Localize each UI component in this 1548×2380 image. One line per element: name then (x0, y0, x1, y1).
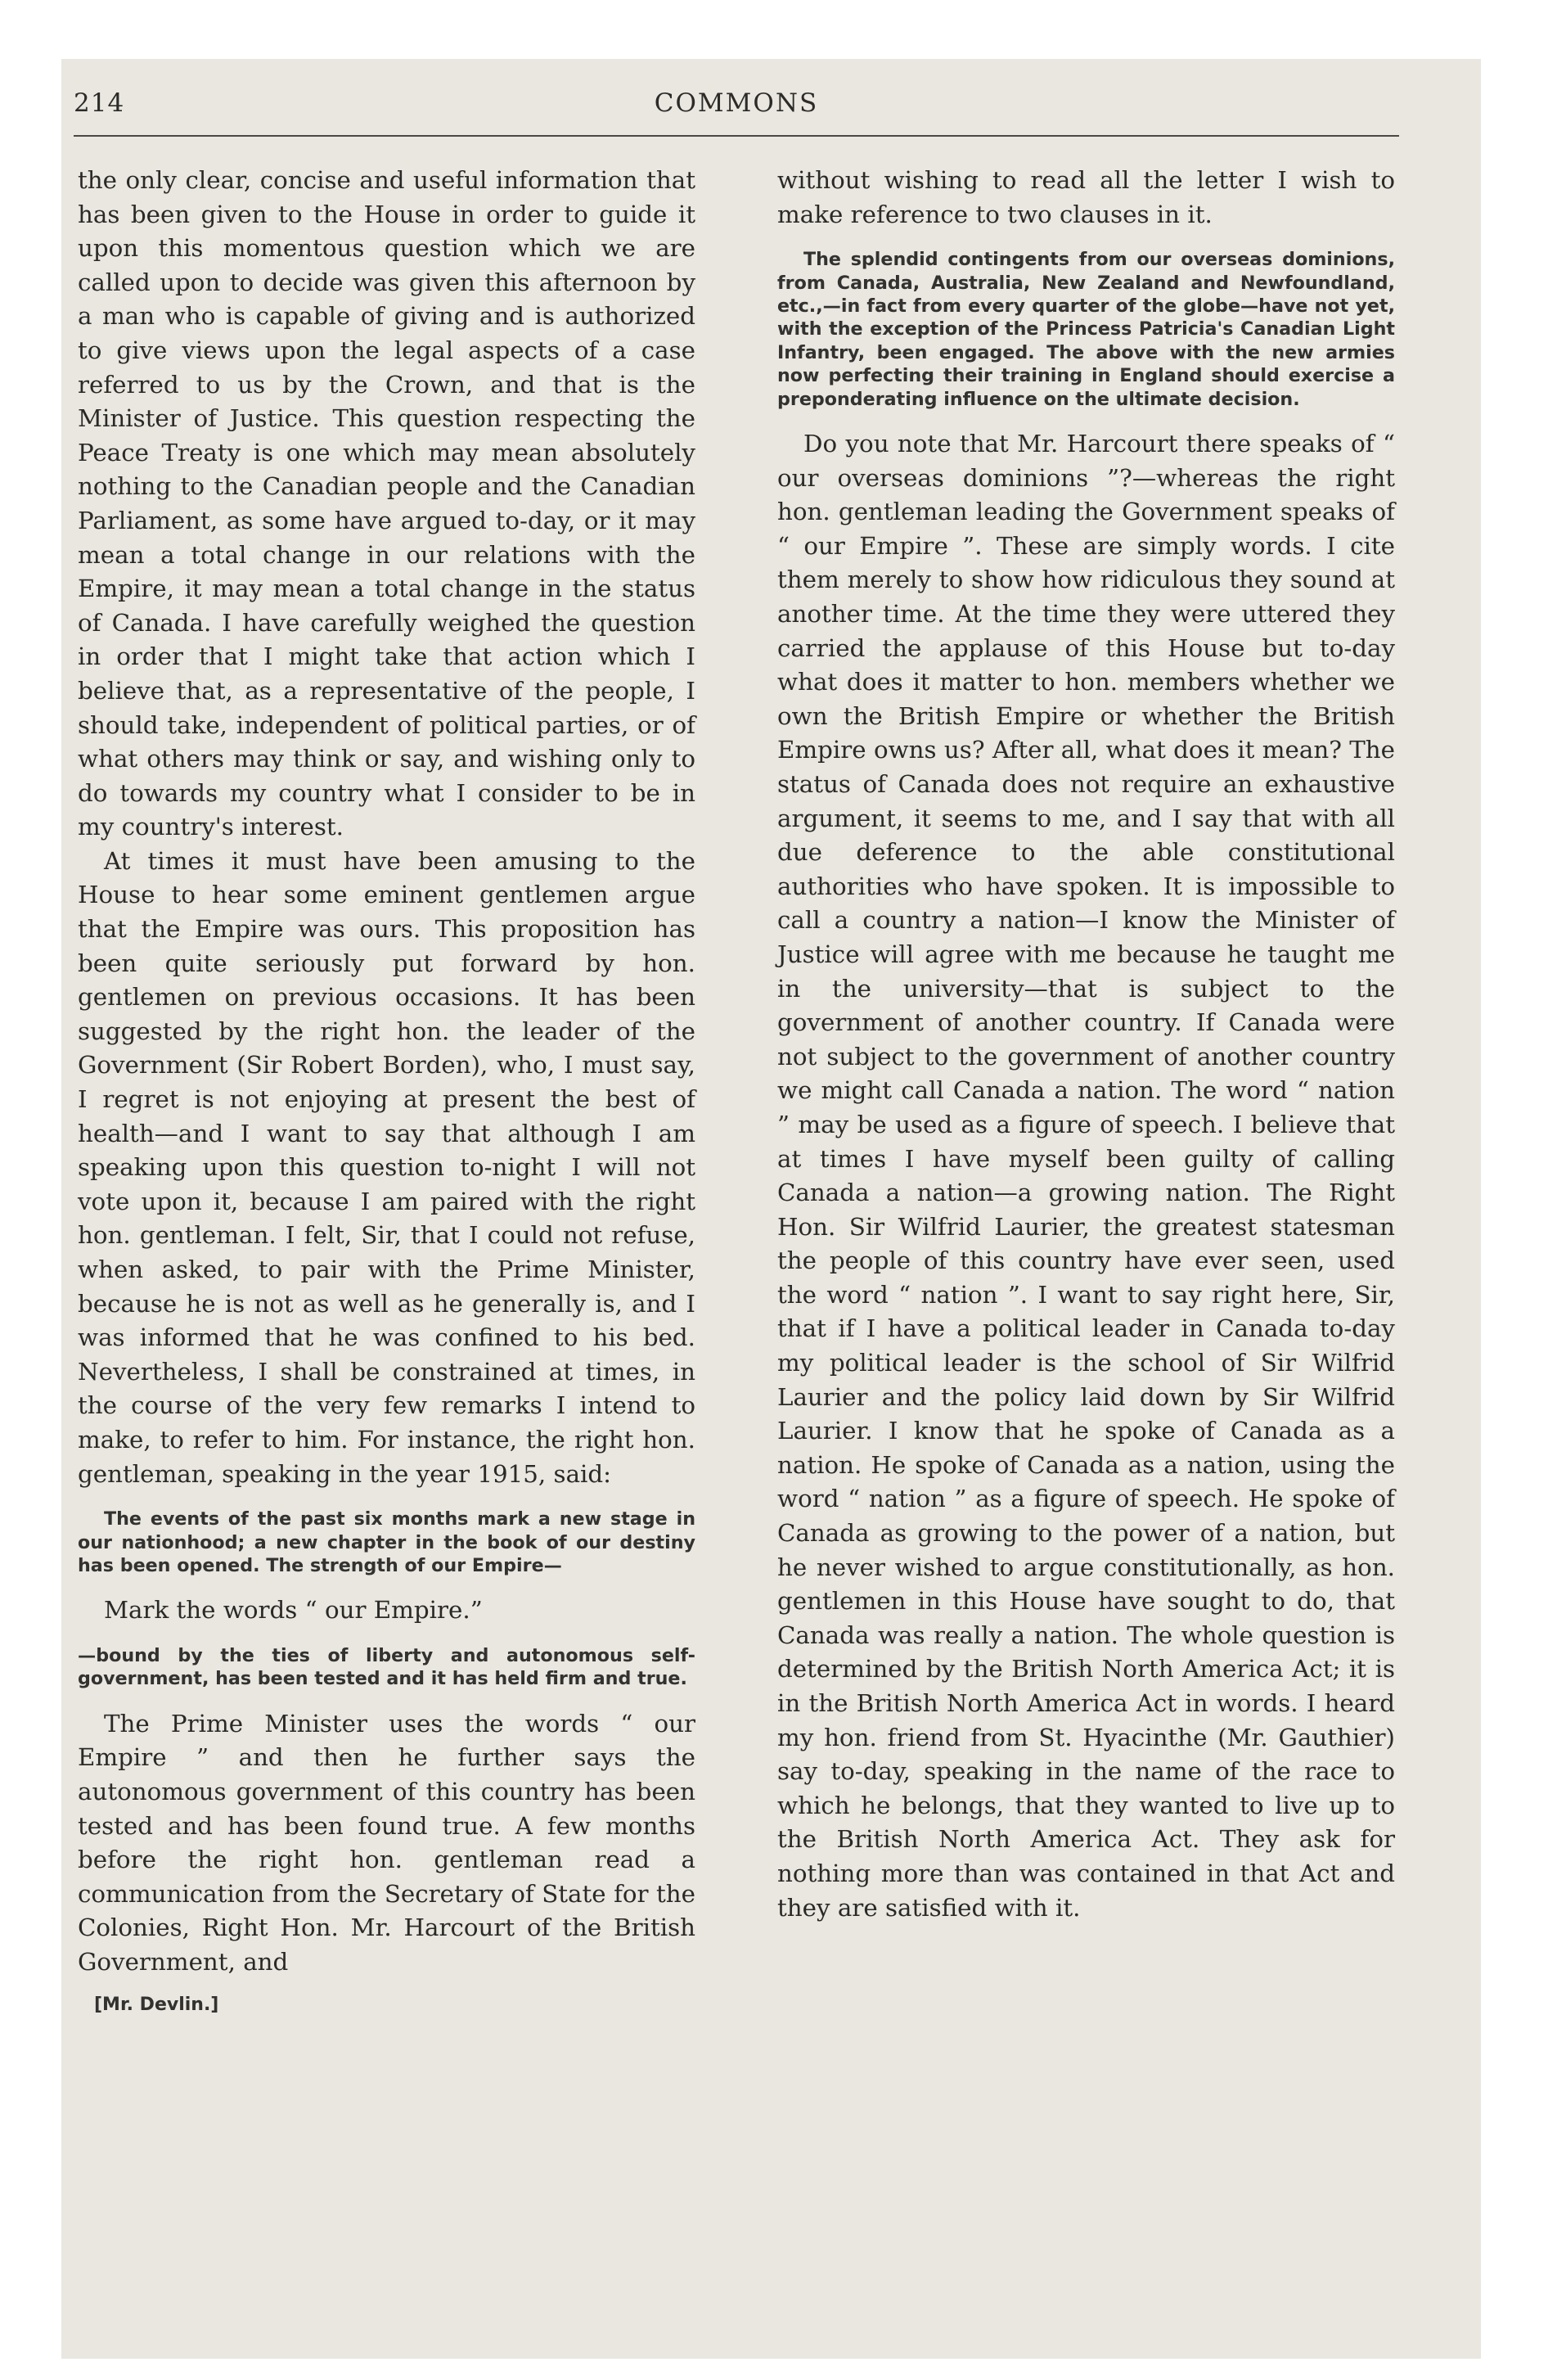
paragraph: The Prime Minister uses the words “ our Empire ” and then he further says the autonomous government of this country has been tested and has been found true. A few months before the right hon. gentleman read a communication from the Secretary of State for the Colonies, Right Hon. Mr. Harcourt of the British Government, and (78, 1709, 695, 1976)
speaker-attribution: [Mr. Devlin.] (94, 1994, 219, 2015)
page-number: 214 (74, 88, 125, 118)
paragraph: without wishing to read all the letter I wish to make reference to two clauses in it. (777, 166, 1395, 228)
running-head: COMMONS (654, 88, 819, 118)
paragraph: At times it must have been amusing to the House to hear some eminent gentlemen argue that the Empire was ours. This proposition has been quite seriously put forward by hon. gentlemen on previous occasions. It has been suggested by the right hon. the leader of the Government (Sir Robert Borden), who, I must say, I regret is not enjoying at present the best of health—and I want to say that although I am speaking upon this question to-night I will not vote upon it, because I am paired with the right hon. gentleman. I felt, Sir, that I could not refuse, when asked, to pair with the Prime Minister, because he is not as well as he generally is, and I was informed that he was confined to his bed. Nevertheless, I shall be constrained at times, in the course of the very few remarks I intend to make, to refer to him. For instance, the right hon. gentleman, speaking in the year 1915, said: (78, 846, 695, 1488)
page-header (74, 88, 1399, 129)
block-quote: The events of the past six months mark a new stage in our nationhood; a new chapter in the book of our destiny has been opened. The strength of our Empire— (78, 1508, 695, 1576)
paragraph: Mark the words “ our Empire.” (104, 1596, 483, 1625)
paragraph: the only clear, concise and useful information that has been given to the House in order to guide it upon this momentous question which we are called upon to decide was given this afternoon by a man who is capable of giving and is authorized to give views upon the legal aspects of a case referred to us by the Crown, and that is the Minister of Justice. This question respecting the Peace Treaty is one which may mean absolutely nothing to the Canadian people and the Canadian Parliament, as some have argued to-day, or it may mean a total change in our relations with the Empire, it may mean a total change in the status of Canada. I have carefully weighed the question in order that I might take that action which I believe that, as a representative of the people, I should take, independent of political parties, or of what others may think or say, and wishing only to do towards my country what I consider to be in my country's interest. (78, 166, 695, 841)
left-column (78, 164, 695, 2015)
block-quote: —bound by the ties of liberty and autonomous self-government, has been tested and it has held firm and true. (78, 1644, 695, 1690)
right-column (777, 164, 1395, 1925)
header-rule (74, 135, 1399, 137)
block-quote: The splendid contingents from our overseas dominions, from Canada, Australia, New Zealand and Newfoundland, etc.,—in fact from every quarter of the globe—have not yet, with the exception of the Princess Patricia's Canadian Light Infantry, been engaged. The above with the new armies now perfecting their training in England should exercise a preponderating influence on the ultimate decision. (777, 249, 1395, 410)
paragraph: Do you note that Mr. Harcourt there speaks of “ our overseas dominions ”?—whereas the right hon. gentleman leading the Government speaks of “ our Empire ”. These are simply words. I cite them merely to show how ridiculous they sound at another time. At the time they were uttered they carried the applause of this House but to-day what does it matter to hon. members whether we own the British Empire or whether the British Empire owns us? After all, what does it mean? The status of Canada does not require an exhaustive argument, it seems to me, and I say that with all due deference to the able constitutional authorities who have spoken. It is impossible to call a country a nation—I know the Minister of Justice will agree with me because he taught me in the university—that is subject to the government of another country. If Canada were not subject to the government of another country we might call Canada a nation. The word “ nation ” may be used as a figure of speech. I believe that at times I have myself been guilty of calling Canada a nation—a growing nation. The Right Hon. Sir Wilfrid Laurier, the greatest statesman the people of this country have ever seen, used the word “ nation ”. I want to say right here, Sir, that if I have a political leader in Canada to-day my political leader is the school of Sir Wilfrid Laurier and the policy laid down by Sir Wilfrid Laurier. I know that he spoke of Canada as a nation. He spoke of Canada as a nation, using the word “ nation ” as a figure of speech. He spoke of Canada as growing to the power of a nation, but he never wished to argue constitutionally, as hon. gentlemen in this House have sought to do, that Canada was really a nation. The whole question is determined by the British North America Act; it is in the British North America Act in words. I heard my hon. friend from St. Hyacinthe (Mr. Gauthier) say to-day, speaking in the name of the race to which he belongs, that they wanted to live up to the British North America Act. They ask for nothing more than was contained in that Act and they are satisfied with it. (777, 430, 1395, 1922)
